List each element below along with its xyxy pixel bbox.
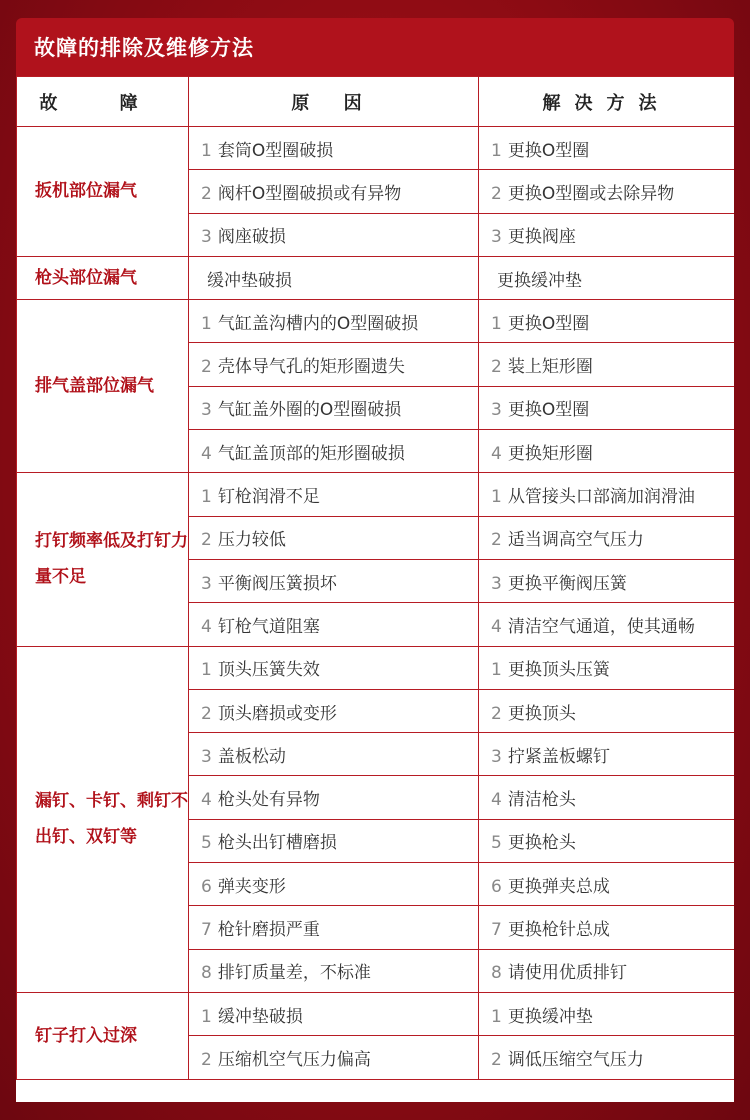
solution-text: 更换缓冲垫 bbox=[507, 1006, 593, 1027]
cause-text: 钉枪润滑不足 bbox=[217, 487, 320, 508]
solution-cell bbox=[479, 386, 735, 429]
solution-cell bbox=[479, 170, 735, 213]
table-row bbox=[17, 127, 735, 170]
solution-cell bbox=[479, 776, 735, 819]
cause-text: 顶头压簧失效 bbox=[217, 660, 320, 681]
cause-text: 缓冲垫破损 bbox=[217, 1006, 303, 1027]
cause-cell bbox=[189, 127, 479, 170]
cause-cell bbox=[189, 646, 479, 689]
cause-text: 顶头磨损或变形 bbox=[217, 703, 337, 724]
table-row bbox=[17, 300, 735, 343]
table-header-row bbox=[17, 77, 735, 127]
solution-cell bbox=[479, 559, 735, 602]
solution-number: 1 bbox=[491, 140, 502, 161]
solution-cell bbox=[479, 733, 735, 776]
cause-number: 4 bbox=[201, 443, 212, 464]
solution-text: 清洁空气通道，使其通畅 bbox=[507, 616, 695, 637]
solution-number: 2 bbox=[491, 183, 502, 204]
solution-cell bbox=[479, 300, 735, 343]
troubleshooting-table bbox=[16, 76, 734, 1080]
header-fault: 故 障 bbox=[17, 77, 189, 127]
solution-cell bbox=[479, 646, 735, 689]
solution-cell bbox=[479, 213, 735, 256]
solution-cell bbox=[479, 343, 735, 386]
solution-text: 更换缓冲垫 bbox=[497, 270, 582, 291]
solution-text: 从管接头口部滴加润滑油 bbox=[507, 487, 695, 508]
cause-cell bbox=[189, 516, 479, 559]
cause-text: 枪头处有异物 bbox=[217, 790, 320, 811]
fault-cell: 排气盖部位漏气 bbox=[17, 300, 189, 473]
solution-number: 1 bbox=[491, 660, 502, 681]
solution-number: 2 bbox=[491, 703, 502, 724]
solution-number: 6 bbox=[491, 876, 502, 897]
table-row bbox=[17, 992, 735, 1035]
cause-cell bbox=[189, 170, 479, 213]
solution-text: 拧紧盖板螺钉 bbox=[507, 746, 610, 767]
cause-number: 3 bbox=[201, 746, 212, 767]
solution-cell bbox=[479, 863, 735, 906]
solution-text: 调低压缩空气压力 bbox=[507, 1049, 644, 1070]
cause-number: 2 bbox=[201, 183, 212, 204]
solution-text: 请使用优质排钉 bbox=[507, 963, 627, 984]
cause-cell bbox=[189, 603, 479, 646]
solution-text: 更换顶头 bbox=[507, 703, 576, 724]
cause-number: 1 bbox=[201, 313, 212, 334]
solution-number: 8 bbox=[491, 963, 502, 984]
solution-number: 2 bbox=[491, 1049, 502, 1070]
cause-cell bbox=[189, 256, 479, 299]
solution-number: 1 bbox=[491, 1006, 502, 1027]
cause-text: 壳体导气孔的矩形圈遗失 bbox=[217, 357, 405, 378]
cause-cell bbox=[189, 819, 479, 862]
solution-number: 1 bbox=[491, 313, 502, 334]
cause-text: 弹夹变形 bbox=[217, 876, 286, 897]
table-row bbox=[17, 256, 735, 299]
cause-cell bbox=[189, 386, 479, 429]
cause-number: 6 bbox=[201, 876, 212, 897]
cause-cell bbox=[189, 733, 479, 776]
solution-cell bbox=[479, 992, 735, 1035]
solution-number: 3 bbox=[491, 746, 502, 767]
solution-text: 更换弹夹总成 bbox=[507, 876, 610, 897]
cause-text: 阀杆O型圈破损或有异物 bbox=[217, 183, 402, 204]
solution-number: 3 bbox=[491, 227, 502, 248]
cause-number: 2 bbox=[201, 1049, 212, 1070]
cause-text: 枪头出钉槽磨损 bbox=[217, 833, 337, 854]
cause-number: 4 bbox=[201, 790, 212, 811]
solution-text: 更换枪针总成 bbox=[507, 919, 610, 940]
fault-cell: 枪头部位漏气 bbox=[17, 256, 189, 299]
cause-number: 2 bbox=[201, 357, 212, 378]
cause-number: 1 bbox=[201, 1006, 212, 1027]
solution-cell bbox=[479, 1036, 735, 1079]
cause-cell bbox=[189, 992, 479, 1035]
solution-text: 更换O型圈 bbox=[507, 140, 590, 161]
title-bar bbox=[16, 18, 734, 76]
cause-text: 套筒O型圈破损 bbox=[217, 140, 334, 161]
solution-text: 清洁枪头 bbox=[507, 790, 576, 811]
solution-text: 更换顶头压簧 bbox=[507, 660, 610, 681]
cause-cell bbox=[189, 906, 479, 949]
cause-number: 1 bbox=[201, 487, 212, 508]
solution-number: 1 bbox=[491, 487, 502, 508]
cause-cell bbox=[189, 430, 479, 473]
solution-text: 装上矩形圈 bbox=[507, 357, 593, 378]
cause-text: 钉枪气道阻塞 bbox=[217, 616, 320, 637]
cause-text: 压缩机空气压力偏高 bbox=[217, 1049, 371, 1070]
cause-cell bbox=[189, 1036, 479, 1079]
cause-number: 1 bbox=[201, 140, 212, 161]
cause-number: 3 bbox=[201, 227, 212, 248]
solution-number: 7 bbox=[491, 919, 502, 940]
cause-number: 7 bbox=[201, 919, 212, 940]
solution-cell bbox=[479, 127, 735, 170]
solution-number: 3 bbox=[491, 573, 502, 594]
cause-text: 排钉质量差，不标准 bbox=[217, 963, 371, 984]
fault-cell: 钉子打入过深 bbox=[17, 992, 189, 1079]
cause-number: 4 bbox=[201, 616, 212, 637]
solution-cell bbox=[479, 473, 735, 516]
cause-cell bbox=[189, 473, 479, 516]
solution-number: 4 bbox=[491, 443, 502, 464]
solution-number: 2 bbox=[491, 357, 502, 378]
cause-cell bbox=[189, 863, 479, 906]
fault-cell: 扳机部位漏气 bbox=[17, 127, 189, 257]
table-row bbox=[17, 473, 735, 516]
solution-number: 4 bbox=[491, 790, 502, 811]
cause-text: 平衡阀压簧损坏 bbox=[217, 573, 337, 594]
cause-text: 压力较低 bbox=[217, 530, 286, 551]
cause-text: 阀座破损 bbox=[217, 227, 286, 248]
solution-text: 更换O型圈 bbox=[507, 400, 590, 421]
cause-text: 气缸盖顶部的矩形圈破损 bbox=[217, 443, 405, 464]
solution-cell bbox=[479, 906, 735, 949]
table-row bbox=[17, 646, 735, 689]
cause-number: 8 bbox=[201, 963, 212, 984]
header-solution: 解决方法 bbox=[479, 77, 735, 127]
solution-cell bbox=[479, 689, 735, 732]
solution-text: 更换阀座 bbox=[507, 227, 576, 248]
cause-number: 3 bbox=[201, 573, 212, 594]
solution-cell bbox=[479, 949, 735, 992]
solution-text: 更换O型圈 bbox=[507, 313, 590, 334]
solution-cell bbox=[479, 819, 735, 862]
header-cause: 原 因 bbox=[189, 77, 479, 127]
troubleshooting-table-container bbox=[16, 76, 734, 1102]
cause-cell bbox=[189, 949, 479, 992]
solution-number: 2 bbox=[491, 530, 502, 551]
cause-number: 1 bbox=[201, 660, 212, 681]
table-body bbox=[17, 127, 735, 1080]
solution-number: 3 bbox=[491, 400, 502, 421]
cause-cell bbox=[189, 300, 479, 343]
solution-cell bbox=[479, 516, 735, 559]
cause-number: 2 bbox=[201, 703, 212, 724]
cause-text: 枪针磨损严重 bbox=[217, 919, 320, 940]
cause-text: 气缸盖外圈的O型圈破损 bbox=[217, 400, 402, 421]
fault-cell: 漏钉、卡钉、剩钉不出钉、双钉等 bbox=[17, 646, 189, 992]
cause-cell bbox=[189, 559, 479, 602]
solution-text: 更换枪头 bbox=[507, 833, 576, 854]
cause-number: 3 bbox=[201, 400, 212, 421]
solution-text: 适当调高空气压力 bbox=[507, 530, 644, 551]
solution-number: 5 bbox=[491, 833, 502, 854]
page-title: 故障的排除及维修方法 bbox=[34, 36, 254, 60]
solution-cell bbox=[479, 430, 735, 473]
cause-number: 2 bbox=[201, 530, 212, 551]
solution-number: 4 bbox=[491, 616, 502, 637]
cause-cell bbox=[189, 343, 479, 386]
cause-text: 盖板松动 bbox=[217, 746, 286, 767]
cause-cell bbox=[189, 213, 479, 256]
cause-text: 气缸盖沟槽内的O型圈破损 bbox=[217, 313, 419, 334]
solution-text: 更换矩形圈 bbox=[507, 443, 593, 464]
cause-cell bbox=[189, 776, 479, 819]
solution-text: 更换O型圈或去除异物 bbox=[507, 183, 675, 204]
cause-cell bbox=[189, 689, 479, 732]
cause-text: 缓冲垫破损 bbox=[207, 270, 292, 291]
solution-cell bbox=[479, 603, 735, 646]
fault-cell: 打钉频率低及打钉力量不足 bbox=[17, 473, 189, 646]
solution-cell bbox=[479, 256, 735, 299]
cause-number: 5 bbox=[201, 833, 212, 854]
solution-text: 更换平衡阀压簧 bbox=[507, 573, 627, 594]
